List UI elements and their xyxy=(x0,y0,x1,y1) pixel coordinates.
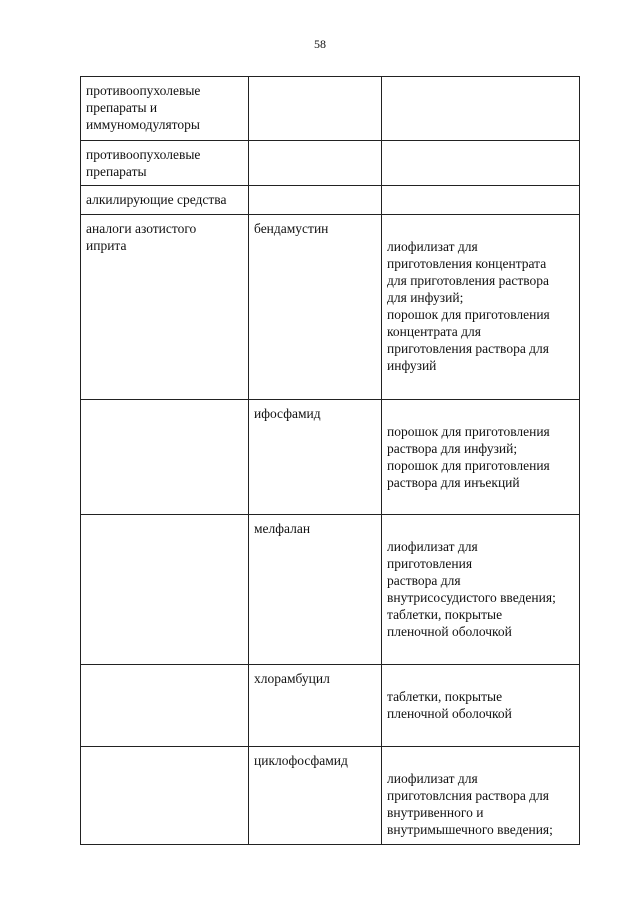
group-cell: алкилирующие средства xyxy=(81,186,249,215)
table-row xyxy=(81,747,580,845)
dosage-form-text: таблетки, покрытые пленочной оболочкой xyxy=(387,689,512,721)
dosage-form-text: лиофилизат для приготовления раствора для внутрисосудистого введения; таблетки, покрытые пленочной оболочкой xyxy=(387,539,556,639)
dosage-form-cell xyxy=(382,665,580,747)
group-cell xyxy=(81,747,249,845)
group-cell: аналоги азотистого иприта xyxy=(81,215,249,400)
table-row xyxy=(81,515,580,665)
dosage-form-cell xyxy=(382,141,580,186)
group-cell xyxy=(81,665,249,747)
dosage-form-cell xyxy=(382,747,580,845)
group-cell: противоопухолевые препараты и иммуномодуляторы xyxy=(81,77,249,141)
drug-cell xyxy=(249,186,382,215)
dosage-form-text: лиофилизат для приготовлсния раствора для внутривенного и внутримышечного введения; xyxy=(387,771,553,837)
drug-cell: бендамустин xyxy=(249,215,382,400)
dosage-form-text xyxy=(387,191,574,209)
group-cell: противоопухолевые препараты xyxy=(81,141,249,186)
table-row xyxy=(81,77,580,141)
table-row xyxy=(81,400,580,515)
table-row xyxy=(81,141,580,186)
table-row xyxy=(81,186,580,215)
dosage-form-cell xyxy=(382,400,580,515)
drug-cell: мелфалан xyxy=(249,515,382,665)
group-cell xyxy=(81,400,249,515)
dosage-form-cell xyxy=(382,186,580,215)
dosage-form-text: порошок для приготовления раствора для инфузий; порошок для приготовления раствора для инъекций xyxy=(387,424,550,490)
dosage-form-text xyxy=(387,82,574,100)
table-row xyxy=(81,215,580,400)
dosage-form-cell xyxy=(382,215,580,400)
table-row xyxy=(81,665,580,747)
drug-cell xyxy=(249,77,382,141)
dosage-form-cell xyxy=(382,515,580,665)
drug-cell: циклофосфамид xyxy=(249,747,382,845)
drug-cell xyxy=(249,141,382,186)
page-number: 58 xyxy=(314,37,326,51)
group-cell xyxy=(81,515,249,665)
drug-cell: хлорамбуцил xyxy=(249,665,382,747)
dosage-form-text xyxy=(387,146,574,164)
drug-classification-table xyxy=(80,76,580,845)
drug-cell: ифосфамид xyxy=(249,400,382,515)
dosage-form-cell xyxy=(382,77,580,141)
dosage-form-text: лиофилизат для приготовления концентрата для приготовления раствора для инфузий; порошок для приготовления концентрата для приготовления раствора для инфузий xyxy=(387,239,550,373)
